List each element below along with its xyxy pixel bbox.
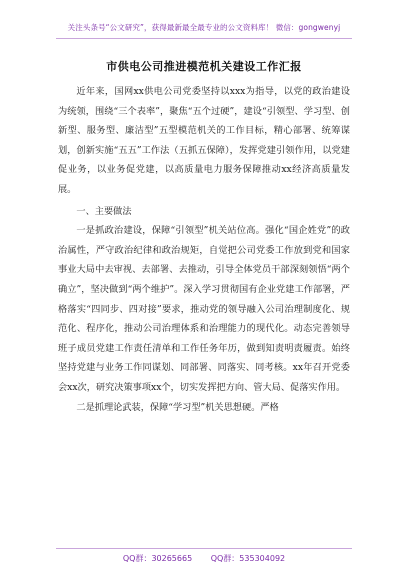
intro-paragraph: 近年来，国网xx供电公司党委坚持以xxx为指导，以党的政治建设为统领，围绕“三个表率”，聚焦“五个过硬”，建设“引领型、学习型、创新型、服务型、廉洁型”五型模范机关的工作目标，精心部署、统筹谋划，创新实施“五五”工作法（五抓五保障），发挥党建引领作用，以党建促业务，以业务促党建，以高质量电力服务保障推动xx经济高质量发展。: [58, 86, 350, 195]
section-heading: 一、主要做法: [76, 205, 132, 217]
body-paragraph: 二是抓理论武装，保障“学习型”机关思想硬。严格: [76, 401, 279, 413]
document-title: 市供电公司推进模范机关建设工作汇报: [106, 60, 302, 73]
footer-qq-group-1: QQ群：30265665: [122, 554, 193, 563]
header-banner: 关注头条号“公文研究”，获得最新最全最专业的公文资料库！ 微信：gongwenyj: [67, 23, 341, 32]
footer-qq-group-2: QQ群：535304092: [210, 554, 286, 563]
footer: [0, 553, 408, 564]
body-paragraph: 一是抓政治建设，保障“引领型”机关站位高。强化“国企姓党”的政治属性，严守政治纪律和政治规矩，自觉把公司党委工作放到党和国家事业大局中去审视、去部署、去推动，引导全体党员干部深刻领悟“两个确立”，坚决做到“两个维护”。深入学习贯彻国有企业党建工作部署，严格落实“四同步、四对接”要求，推动党的领导融入公司治理制度化、规范化、程序化，推动公司治理体系和治理能力的现代化。动态完善领导班子成员党建工作责任清单和工作任务年历，做到知责明责履责。始终坚持党建与业务工作同谋划、同部署、同落实、同考核。xx年召开党委会xx次，研究决策事项xx个，切实发挥把方向、管大局、促落实作用。: [58, 225, 350, 393]
footer-divider: [56, 548, 352, 549]
document-body: [58, 82, 350, 417]
header-divider: [56, 38, 352, 39]
